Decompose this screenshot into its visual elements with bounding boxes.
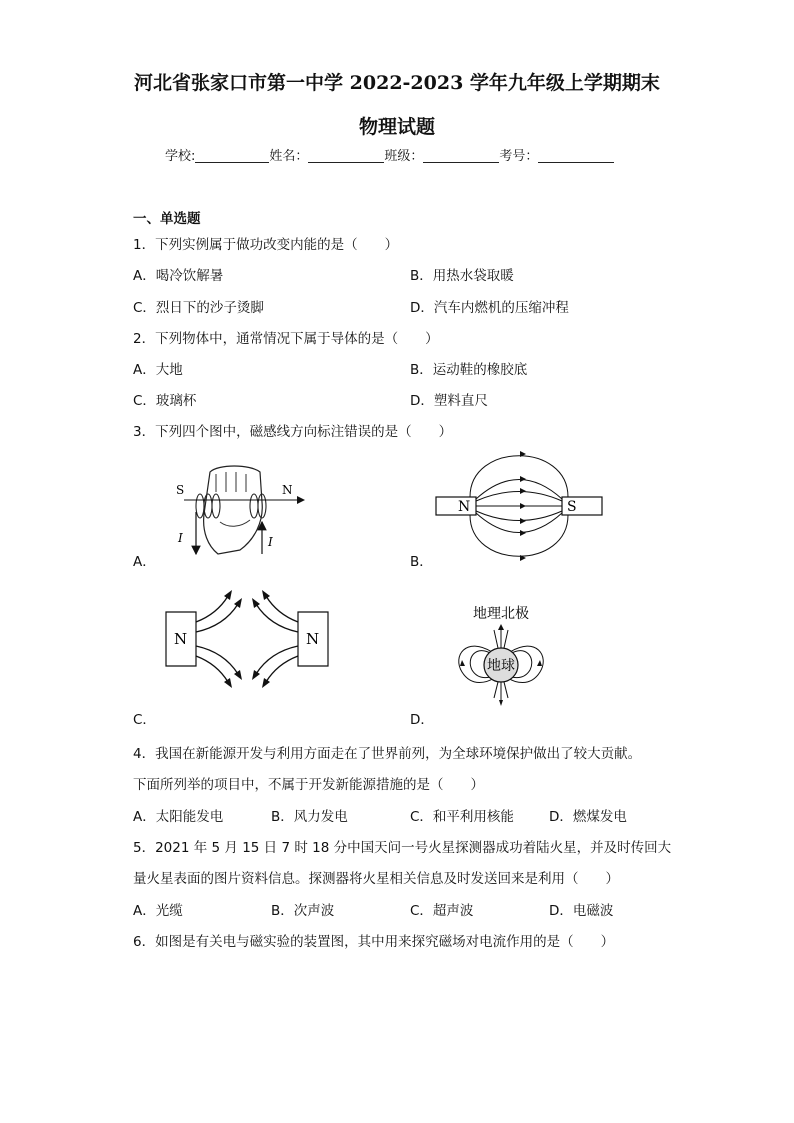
fig-d-pole-label: 地理北极 [473, 606, 529, 622]
school-label: 学校: [165, 149, 196, 164]
student-info-row [165, 145, 614, 164]
q5-stem-line-2: 量火星表面的图片资料信息。探测器将火星相关信息及时发送回来是利用（ ） [133, 871, 619, 887]
q5-option-a[interactable]: A．光缆 [133, 903, 183, 919]
q2-option-c[interactable]: C．玻璃杯 [133, 393, 197, 409]
fig-a-s-label: S [176, 483, 185, 497]
q3-figure-c [162, 584, 332, 696]
q3-stem: 3．下列四个图中，磁感线方向标注错误的是（ ） [133, 424, 453, 440]
q3-option-a[interactable]: A． [133, 554, 156, 570]
title-line-1: 河北省张家口市第一中学 2022-2023 学年九年级上学期期末 [134, 72, 660, 94]
name-blank[interactable] [308, 148, 384, 163]
fig-c-n-right: N [306, 630, 320, 648]
field-lines-c [196, 596, 298, 682]
q5-option-d[interactable]: D．电磁波 [549, 903, 614, 919]
q4-option-a[interactable]: A．太阳能发电 [133, 809, 224, 825]
fig-d-earth-label: 地球 [487, 658, 515, 674]
fig-c-n-left: N [174, 630, 188, 648]
q3-option-b[interactable]: B． [410, 554, 433, 570]
q6-stem: 6．如图是有关电与磁实验的装置图，其中用来探究磁场对电流作用的是（ ） [133, 934, 615, 950]
number-blank[interactable] [538, 148, 614, 163]
title-line-2: 物理试题 [358, 116, 435, 138]
q4-stem-line-1: 4．我国在新能源开发与利用方面走在了世界前列，为全球环境保护做出了较大贡献。 [133, 746, 642, 762]
q3-figure-b [434, 446, 604, 568]
q1-option-d[interactable]: D．汽车内燃机的压缩冲程 [410, 300, 569, 316]
school-blank[interactable] [195, 148, 269, 163]
section-heading: 一、单选题 [133, 211, 201, 227]
q2-option-a[interactable]: A．大地 [133, 362, 183, 378]
q3-option-d[interactable]: D． [410, 712, 434, 728]
q2-stem: 2．下列物体中，通常情况下属于导体的是（ ） [133, 331, 439, 347]
q5-stem-line-1: 5．2021 年 5 月 15 日 7 时 18 分中国天问一号火星探测器成功着陆火星，并及时传回大 [133, 840, 672, 856]
fig-a-n-label: N [282, 483, 293, 497]
q3-option-c[interactable]: C． [133, 712, 156, 728]
q1-option-a[interactable]: A．喝冷饮解暑 [133, 268, 224, 284]
q3-figure-d [446, 600, 556, 706]
q1-stem: 1．下列实例属于做功改变内能的是（ ） [133, 237, 399, 253]
fig-b-n-label: N [458, 499, 471, 515]
q2-option-d[interactable]: D．塑料直尺 [410, 393, 488, 409]
q5-option-c[interactable]: C．超声波 [410, 903, 474, 919]
q1-option-b[interactable]: B．用热水袋取暖 [410, 268, 514, 284]
q4-option-b[interactable]: B．风力发电 [271, 809, 348, 825]
fig-a-current-left: I [178, 531, 183, 545]
class-label: 班级： [384, 149, 424, 164]
q2-option-b[interactable]: B．运动鞋的橡胶底 [410, 362, 528, 378]
q4-option-c[interactable]: C．和平利用核能 [410, 809, 514, 825]
number-label: 考号： [499, 149, 539, 164]
class-blank[interactable] [423, 148, 499, 163]
name-label: 姓名： [269, 149, 309, 164]
q4-stem-line-2: 下面所列举的项目中，不属于开发新能源措施的是（ ） [133, 777, 484, 793]
fig-a-current-right: I [268, 535, 273, 549]
field-lines-b [470, 456, 568, 557]
q5-option-b[interactable]: B．次声波 [271, 903, 335, 919]
q4-option-d[interactable]: D．燃煤发电 [549, 809, 627, 825]
q3-figure-a [170, 462, 320, 562]
q1-option-c[interactable]: C．烈日下的沙子烫脚 [133, 300, 264, 316]
fig-b-s-label: S [567, 499, 577, 515]
